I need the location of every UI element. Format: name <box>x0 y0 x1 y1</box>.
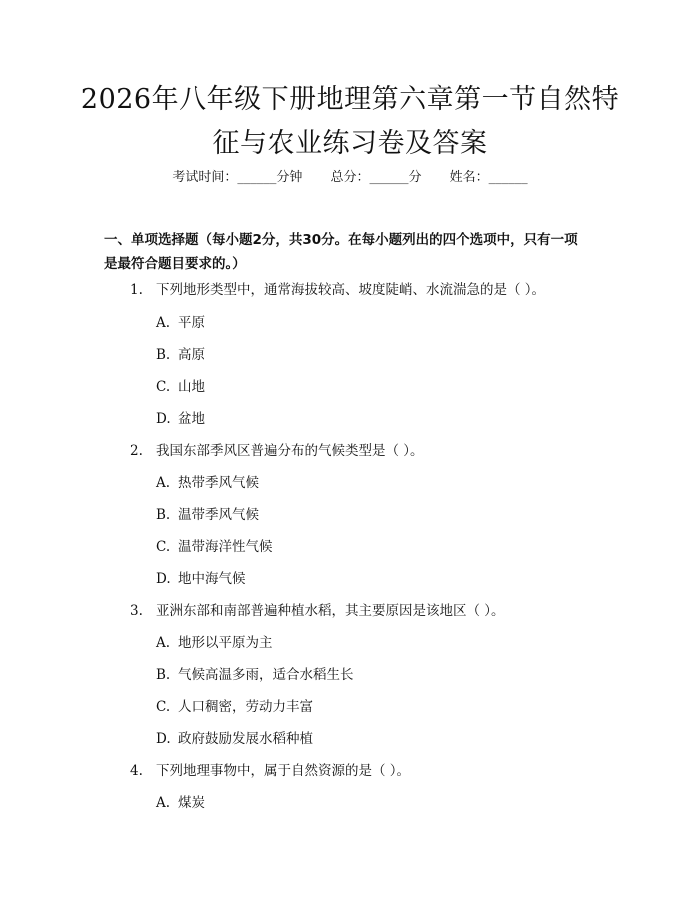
exam-time: 考试时间：______分钟 <box>172 170 303 185</box>
option-text: 地形以平原为主 <box>178 635 273 651</box>
option-text: 煤炭 <box>178 795 205 811</box>
option-3d <box>156 729 313 749</box>
question-number: 1. <box>130 282 143 298</box>
option-letter: D. <box>156 411 171 427</box>
option-text: 山地 <box>178 379 205 395</box>
option-3b <box>156 665 354 685</box>
question-text: 我国东部季风区普遍分布的气候类型是（ ）。 <box>156 443 424 459</box>
option-1c <box>156 377 205 397</box>
option-letter: B. <box>156 507 171 523</box>
option-letter: C. <box>156 699 171 715</box>
option-letter: A. <box>156 795 171 811</box>
question-number: 3. <box>130 603 143 619</box>
student-name: 姓名：______ <box>449 170 528 185</box>
question-text: 下列地形类型中，通常海拔较高、坡度陡峭、水流湍急的是（ ）。 <box>156 282 546 298</box>
option-4a <box>156 793 205 813</box>
option-letter: D. <box>156 571 171 587</box>
option-text: 地中海气候 <box>178 571 246 587</box>
option-2d <box>156 569 246 589</box>
option-letter: B. <box>156 667 171 683</box>
option-2b <box>156 505 259 525</box>
option-letter: D. <box>156 731 171 747</box>
section-heading-line-2: 是最符合题目要求的。） <box>104 256 246 272</box>
option-text: 平原 <box>178 315 205 331</box>
option-letter: B. <box>156 347 171 363</box>
option-1d <box>156 409 205 429</box>
title-line-1: 2026年八年级下册地理第六章第一节自然特 <box>80 84 620 115</box>
option-text: 温带海洋性气候 <box>178 539 273 555</box>
option-text: 人口稠密，劳动力丰富 <box>178 699 313 715</box>
option-1b <box>156 345 205 365</box>
option-text: 盆地 <box>178 411 205 427</box>
page-title <box>60 78 640 166</box>
option-text: 气候高温多雨，适合水稻生长 <box>178 667 354 683</box>
section-heading <box>104 228 624 276</box>
option-2a <box>156 473 259 493</box>
option-3c <box>156 697 313 717</box>
total-score: 总分：______分 <box>330 170 422 185</box>
section-heading-line-1: 一、单项选择题（每小题2分，共30分。在每小题列出的四个选项中，只有一项 <box>104 232 578 248</box>
option-letter: A. <box>156 635 171 651</box>
option-text: 温带季风气候 <box>178 507 259 523</box>
option-letter: C. <box>156 379 171 395</box>
option-3a <box>156 633 273 653</box>
title-line-2: 征与农业练习卷及答案 <box>212 128 488 159</box>
option-text: 政府鼓励发展水稻种植 <box>178 731 313 747</box>
option-2c <box>156 537 273 557</box>
option-text: 热带季风气候 <box>178 475 259 491</box>
option-letter: C. <box>156 539 171 555</box>
option-letter: A. <box>156 315 171 331</box>
exam-meta <box>0 168 700 188</box>
question-number: 2. <box>130 443 143 459</box>
option-1a <box>156 313 205 333</box>
option-letter: A. <box>156 475 171 491</box>
option-text: 高原 <box>178 347 205 363</box>
question-text: 下列地理事物中，属于自然资源的是（ ）。 <box>156 763 411 779</box>
question-text: 亚洲东部和南部普遍种植水稻，其主要原因是该地区（ ）。 <box>156 603 505 619</box>
question-number: 4. <box>130 763 143 779</box>
